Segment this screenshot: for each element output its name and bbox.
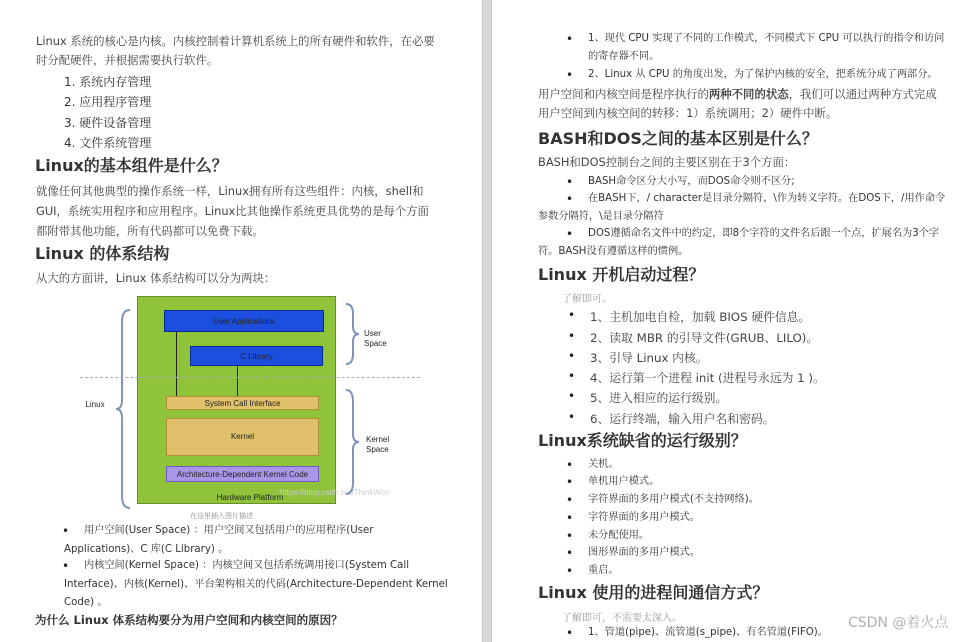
connector-line xyxy=(237,366,238,396)
intro-line-1: Linux 系统的核心是内核。内核控制着计算机系统上的所有硬件和软件，在必要 xyxy=(36,34,435,48)
kernel-space-label-2: Space xyxy=(366,445,389,454)
kernel-space-label-1: Kernel xyxy=(366,435,390,444)
why-text-1 xyxy=(538,85,937,104)
space-divider xyxy=(80,377,420,378)
arch-intro: 从大的方面讲，Linux 体系结构可以分为两块： xyxy=(36,271,276,285)
why-text-1a: 用户空间和内核空间是程序执行的 xyxy=(538,87,709,101)
heading-ipc: Linux 使用的进程间通信方式？ xyxy=(538,583,769,602)
why-bullet-cont: 的寄存器不同。 xyxy=(588,51,660,62)
kernel-label: Kernel xyxy=(230,432,255,441)
hardware-platform-label: Hardware Platform xyxy=(216,493,284,502)
arch-kernel-code-box xyxy=(166,466,319,482)
linux-bracket xyxy=(116,308,132,510)
runlevel-item: • 字符界面的多用户模式(不支持网络)。 xyxy=(588,491,759,509)
linux-label: Linux xyxy=(85,400,105,409)
heading-why-split: 为什么 Linux 体系结构要分为用户空间和内核空间的原因？ xyxy=(35,613,343,627)
kernel-list-item: 4. 文件系统管理 xyxy=(64,136,152,150)
runlevel-item: • 重启。 xyxy=(588,562,619,580)
kernel-list-item: 3. 硬件设备管理 xyxy=(64,116,152,130)
bash-bullet: • BASH命令区分大小写，而DOS命令则不区分; xyxy=(588,173,795,191)
page-gutter xyxy=(482,0,492,642)
user-applications-label: User Applications xyxy=(213,317,275,326)
c-library-box xyxy=(190,346,323,366)
system-call-interface-box xyxy=(166,396,319,410)
ipc-item: • 1、管道(pipe)、流管道(s_pipe)、有名管道(FIFO)。 xyxy=(588,624,828,642)
user-space-bullet-cont: Applications)、C 库(C Library) 。 xyxy=(64,544,229,555)
heading-boot: Linux 开机启动过程？ xyxy=(538,265,705,284)
intro-line-2: 时分配硬件，并根据需要执行软件。 xyxy=(36,53,219,67)
heading-runlevel: Linux系统缺省的运行级别？ xyxy=(538,431,747,450)
components-line-2: GUI，系统实用程序和应用程序。Linux比其他操作系统更具优势的是每个方面 xyxy=(36,204,429,218)
heading-bash-dos: BASH和DOS之间的基本区别是什么？ xyxy=(538,129,818,148)
linux-architecture-diagram xyxy=(80,296,420,518)
user-space-label-1: User xyxy=(364,329,381,338)
heading-components: Linux的基本组件是什么？ xyxy=(35,156,228,175)
boot-step: • 6、运行终端，输入用户名和密码。 xyxy=(590,410,774,427)
components-line-1: 就像任何其他典型的操作系统一样，Linux拥有所有这些组件：内核，shell和 xyxy=(36,184,424,198)
kernel-space-bullet: • 内核空间(Kernel Space) ：内核空间又包括系统调用接口(System Call xyxy=(84,557,409,575)
runlevel-item: • 关机。 xyxy=(588,456,619,474)
connector-line xyxy=(176,332,177,396)
why-text-1c: ，我们可以通过两种方式完成 xyxy=(788,87,937,101)
ipc-note: 了解即可，不需要太深入。 xyxy=(562,613,682,624)
right-page xyxy=(492,0,963,642)
why-bullet: • 2、Linux 从 CPU 的角度出发，为了保护内核的安全，把系统分成了两部分。 xyxy=(588,66,938,84)
boot-step: • 4、运行第一个进程 init (进程号永远为 1 )。 xyxy=(590,369,825,386)
bash-bullet-cont: 符。BASH没有遵循这样的惯例。 xyxy=(538,246,689,257)
c-library-label: C Library xyxy=(240,352,273,361)
components-line-3: 都附带其他功能，所有代码都可以免费下载。 xyxy=(36,224,264,238)
heading-architecture: Linux 的体系结构 xyxy=(35,244,170,263)
bash-bullet-cont: 参数分隔符，\是目录分隔符 xyxy=(538,211,664,222)
user-space-bracket xyxy=(344,302,360,366)
kernel-space-bullet-cont: Code) 。 xyxy=(64,597,108,608)
runlevel-item: • 单机用户模式。 xyxy=(588,473,659,491)
user-space-label-2: Space xyxy=(364,339,387,348)
kernel-box xyxy=(166,418,319,456)
runlevel-item: • 字符界面的多用户模式。 xyxy=(588,509,700,527)
why-text-2: 用户空间到内核空间的转移：1）系统调用；2）硬件中断。 xyxy=(538,106,838,120)
boot-step: • 2、读取 MBR 的引导文件(GRUB、LILO)。 xyxy=(590,329,818,346)
runlevel-item: • 图形界面的多用户模式。 xyxy=(588,544,700,562)
boot-note: 了解即可。 xyxy=(562,294,612,305)
kernel-list-item: 2. 应用程序管理 xyxy=(64,95,152,109)
bash-bullet: • 在BASH下，/ character是目录分隔符，\作为转义字符。在DOS下，/用作命令 xyxy=(588,190,945,208)
bash-intro: BASH和DOS控制台之间的主要区别在于3个方面： xyxy=(538,155,796,169)
kernel-space-bracket xyxy=(344,388,360,496)
csdn-watermark: CSDN @着火点 xyxy=(848,615,949,631)
user-applications-box xyxy=(164,310,324,332)
image-caption: 在这里插入图片描述 xyxy=(190,512,253,520)
system-call-interface-label: System Call Interface xyxy=(204,399,281,408)
why-bullet: • 1、现代 CPU 实现了不同的工作模式，不同模式下 CPU 可以执行的指令和访问 xyxy=(588,30,944,48)
runlevel-item: • 未分配使用。 xyxy=(588,527,649,545)
bash-bullet: • DOS遵循命名文件中的约定，即8个字符的文件名后跟一个点，扩展名为3个字 xyxy=(588,225,939,243)
boot-step: • 3、引导 Linux 内核。 xyxy=(590,349,708,366)
kernel-list-item: 1. 系统内存管理 xyxy=(64,75,152,89)
user-space-bullet: • 用户空间(User Space) ：用户空间又包括用户的应用程序(User xyxy=(84,522,373,540)
arch-kernel-code-label: Architecture-Dependent Kernel Code xyxy=(176,470,309,479)
image-watermark: https://blog.csdn.net/ThinkWon xyxy=(280,488,390,497)
boot-step: • 1、主机加电自检，加载 BIOS 硬件信息。 xyxy=(590,308,810,325)
boot-step: • 5、进入相应的运行级别。 xyxy=(590,389,727,406)
why-text-bold: 两种不同的状态 xyxy=(708,87,789,101)
kernel-space-bullet-cont: Interface)、内核(Kernel)、平台架构相关的代码(Architecture-Dependent Kernel xyxy=(64,579,448,590)
